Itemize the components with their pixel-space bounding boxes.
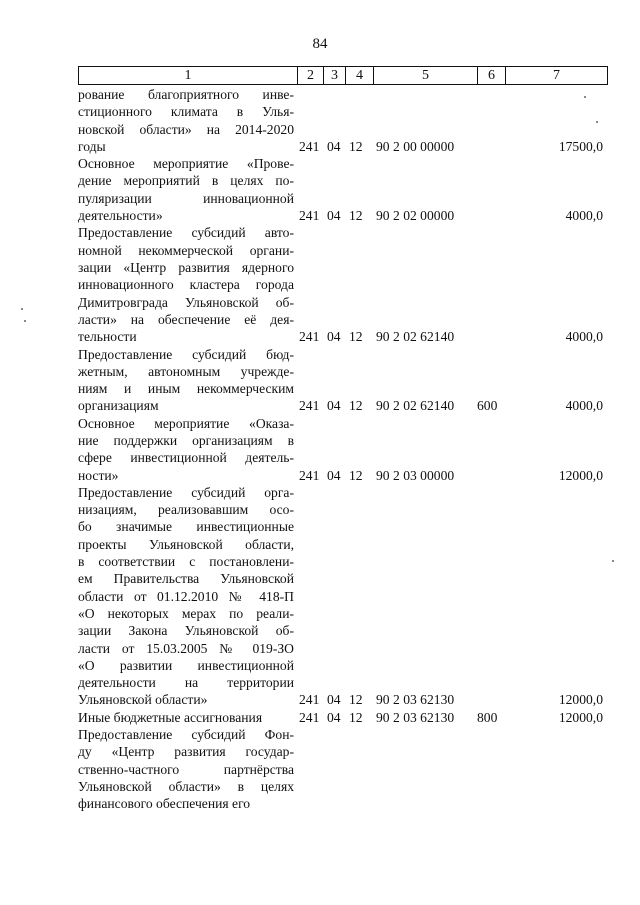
subsection-code: 12 <box>349 398 363 414</box>
scan-speck <box>596 121 598 123</box>
description-line: деятельности на территории <box>78 675 294 691</box>
description-line: зации «Центр развития ядерного <box>78 259 294 275</box>
row-codes <box>78 691 608 708</box>
table-row <box>78 346 608 415</box>
description-line: «О некоторых мерах по реали- <box>78 605 294 621</box>
description-line: «О развитии инвестиционной <box>78 657 294 673</box>
table-row <box>78 224 608 345</box>
description-line: ственно-частного партнёрства <box>78 761 294 777</box>
description-line: ласти от 15.03.2005 № 019-ЗО <box>78 640 294 656</box>
row-codes <box>78 795 608 812</box>
target-article-code: 90 2 03 62130 <box>376 709 455 725</box>
description-line: Ульяновской области» в целях <box>78 778 294 794</box>
row-codes <box>78 207 608 224</box>
row-codes <box>78 138 608 155</box>
section-code: 04 <box>327 208 341 224</box>
ministry-code: 241 <box>299 467 320 483</box>
description-line: ниям и иным некоммерческим <box>78 381 294 397</box>
section-code: 04 <box>327 692 341 708</box>
row-codes <box>78 467 608 484</box>
description-line: ние поддержки организациям в <box>78 432 294 448</box>
row-codes <box>78 328 608 345</box>
subsection-code: 12 <box>349 692 363 708</box>
description-line: жетным, автономным учрежде- <box>78 363 294 379</box>
description-line: финансового обеспечения его <box>78 796 251 812</box>
scan-speck <box>584 96 586 98</box>
description-line: годы <box>78 138 106 154</box>
description-line: ласти» на обеспечение её дея- <box>78 311 294 327</box>
description-line: низациям, реализовавшим осо- <box>78 502 294 518</box>
amount: 12000,0 <box>558 467 603 483</box>
description-line: рование благоприятного инве- <box>78 87 294 102</box>
target-article-code: 90 2 03 00000 <box>376 467 455 483</box>
subsection-code: 12 <box>349 208 363 224</box>
target-article-code: 90 2 03 62130 <box>376 692 455 708</box>
description-line: номной некоммерческой органи- <box>78 242 294 258</box>
table-header <box>78 66 608 85</box>
row-codes <box>78 397 608 414</box>
description-line: инновационного кластера города <box>78 277 294 293</box>
description-line: Предоставление субсидий орга- <box>78 484 294 500</box>
target-article-code: 90 2 00 00000 <box>376 138 455 154</box>
description-line: Димитровграда Ульяновской об- <box>78 294 294 310</box>
description-line: Основное мероприятие «Оказа- <box>78 415 294 431</box>
ministry-code: 241 <box>299 138 320 154</box>
row-codes <box>78 709 608 726</box>
description-line: бо значимые инвестиционные <box>78 519 294 535</box>
section-code: 04 <box>327 138 341 154</box>
scan-speck <box>24 320 26 322</box>
amount: 12000,0 <box>558 709 603 725</box>
header-col-6: 6 <box>477 67 505 84</box>
target-article-code: 90 2 02 00000 <box>376 208 455 224</box>
table-row <box>78 709 608 726</box>
section-code: 04 <box>327 709 341 725</box>
description-line: области от 01.12.2010 № 418-П <box>78 588 294 604</box>
description-line: пуляризации инновационной <box>78 190 294 206</box>
description-line: дение мероприятий в целях по- <box>78 173 294 189</box>
ministry-code: 241 <box>299 208 320 224</box>
subsection-code: 12 <box>349 138 363 154</box>
description-line: Предоставление субсидий Фон- <box>78 727 294 743</box>
ministry-code: 241 <box>299 398 320 414</box>
description-line: ду «Центр развития государ- <box>78 744 294 760</box>
amount: 4000,0 <box>565 208 603 224</box>
section-code: 04 <box>327 398 341 414</box>
table-row <box>78 155 608 224</box>
description-line: ем Правительства Ульяновской <box>78 571 294 587</box>
description-line: тельности <box>78 329 137 345</box>
section-code: 04 <box>327 329 341 345</box>
subsection-code: 12 <box>349 467 363 483</box>
description-line: Предоставление субсидий авто- <box>78 225 294 241</box>
table-row <box>78 726 608 813</box>
header-col-1: 1 <box>184 68 192 83</box>
subsection-code: 12 <box>349 709 363 725</box>
expense-type-code: 600 <box>477 398 498 414</box>
header-col-4: 4 <box>345 67 373 84</box>
table-row <box>78 415 608 484</box>
description-line: зации Закона Ульяновской об- <box>78 623 294 639</box>
description-line: ности» <box>78 467 119 483</box>
scan-speck <box>612 560 614 562</box>
description-line: Иные бюджетные ассигнования <box>78 709 263 725</box>
scan-speck <box>21 308 23 310</box>
description-line: стиционного климата в Улья- <box>78 104 294 120</box>
page-number: 84 <box>312 36 328 52</box>
expense-type-code: 800 <box>477 709 498 725</box>
description-line: Предоставление субсидий бюд- <box>78 346 294 362</box>
ministry-code: 241 <box>299 692 320 708</box>
ministry-code: 241 <box>299 329 320 345</box>
header-col-5: 5 <box>373 67 477 84</box>
header-col-2: 2 <box>297 67 323 84</box>
subsection-code: 12 <box>349 329 363 345</box>
ministry-code: 241 <box>299 709 320 725</box>
section-code: 04 <box>327 467 341 483</box>
table-row <box>78 484 608 709</box>
description-line: сфере инвестиционной деятель- <box>78 450 294 466</box>
description-line: Ульяновской области» <box>78 692 208 708</box>
description-line: организациям <box>78 398 159 414</box>
target-article-code: 90 2 02 62140 <box>376 398 455 414</box>
description-line: деятельности» <box>78 208 163 224</box>
header-col-3: 3 <box>323 67 345 84</box>
amount: 12000,0 <box>558 692 603 708</box>
amount: 4000,0 <box>565 398 603 414</box>
description-line: новской области» на 2014-2020 <box>78 121 294 137</box>
row-description <box>78 484 294 709</box>
header-col-7: 7 <box>505 67 607 84</box>
amount: 17500,0 <box>558 138 603 154</box>
target-article-code: 90 2 02 62140 <box>376 329 455 345</box>
description-line: Основное мероприятие «Прове- <box>78 156 294 172</box>
amount: 4000,0 <box>565 329 603 345</box>
description-line: в соответствии с постановлени- <box>78 554 294 570</box>
description-line: проекты Ульяновской области, <box>78 536 294 552</box>
table-row <box>78 86 608 155</box>
